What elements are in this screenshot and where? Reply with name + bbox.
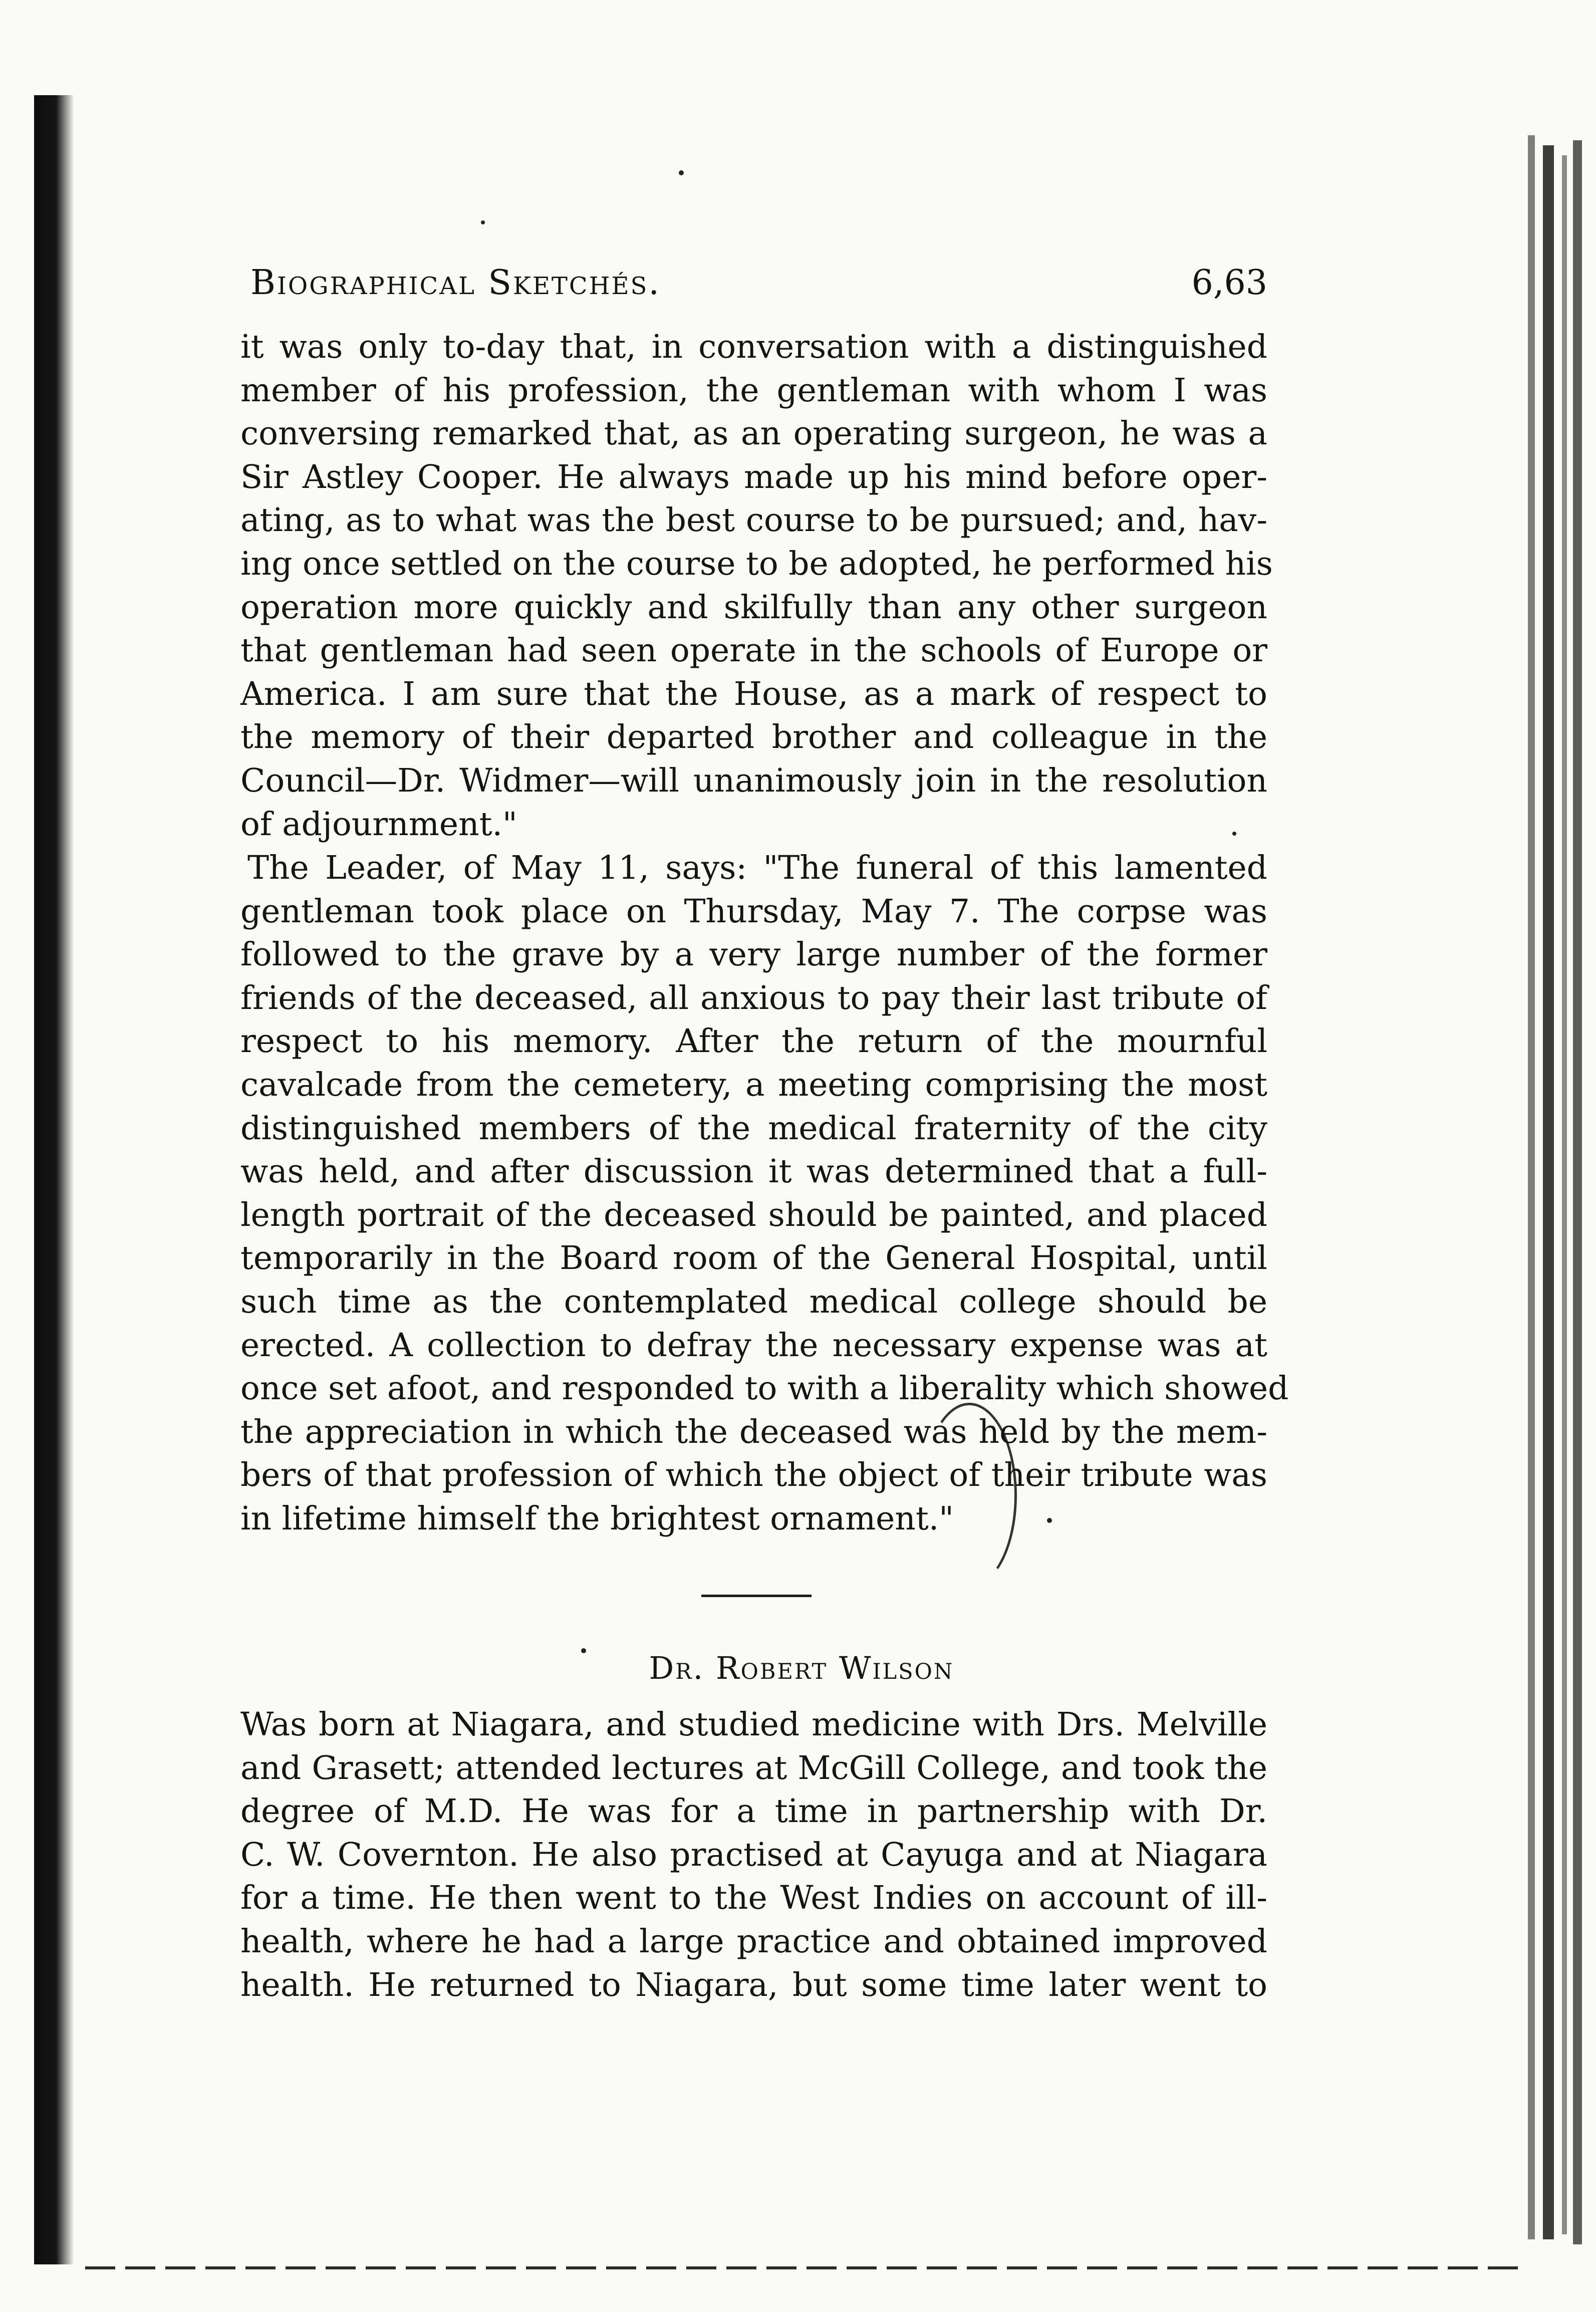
scan-shadow-right bbox=[1523, 125, 1596, 2294]
text-line: distinguished members of the medical fraternity of the city bbox=[240, 1109, 1267, 1147]
text-line: was held, and after discussion it was determined that a full- bbox=[240, 1153, 1267, 1191]
scan-shadow-left bbox=[34, 95, 74, 2264]
text-line: friends of the deceased, all anxious to pay their last tribute of bbox=[240, 979, 1267, 1017]
text-line: of adjournment." bbox=[240, 805, 517, 843]
text-line: respect to his memory. After the return of the mournful bbox=[240, 1022, 1267, 1061]
text-line: cavalcade from the cemetery, a meeting comprising the most bbox=[240, 1066, 1267, 1104]
leader-quote-paragraph bbox=[240, 847, 1289, 1541]
text-line: Council—Dr. Widmer—will unanimously join in the resolution bbox=[240, 761, 1267, 800]
text-line: health. He returned to Niagara, but some time later went to bbox=[240, 1966, 1267, 2004]
text-line: bers of that profession of which the object of their tribute was bbox=[240, 1456, 1267, 1494]
text-line: once set afoot, and responded to with a liberality which showed bbox=[240, 1370, 1289, 1408]
text-line: America. I am sure that the House, as a mark of respect to bbox=[240, 675, 1267, 713]
text-line: operation more quickly and skilfully than any other surgeon bbox=[240, 588, 1267, 626]
continuation-paragraph bbox=[240, 326, 1273, 846]
text-line: member of his profession, the gentleman with whom I was bbox=[240, 371, 1267, 409]
text-line: in lifetime himself the brightest ornament." bbox=[240, 1499, 954, 1537]
text-line: that gentleman had seen operate in the schools of Europe or bbox=[240, 632, 1267, 670]
text-line: degree of M.D. He was for a time in partnership with Dr. bbox=[240, 1792, 1267, 1831]
text-line: the appreciation in which the deceased was held by the mem- bbox=[240, 1413, 1267, 1451]
scan-speck bbox=[679, 170, 684, 175]
text-line: C. W. Covernton. He also practised at Cayuga and at Niagara bbox=[240, 1836, 1267, 1874]
text-line: such time as the contemplated medical college should be bbox=[240, 1282, 1267, 1321]
text-line: length portrait of the deceased should be painted, and placed bbox=[240, 1196, 1267, 1234]
text-line: erected. A collection to defray the necessary expense was at bbox=[240, 1326, 1267, 1364]
text-line: temporarily in the Board room of the General Hospital, until bbox=[240, 1239, 1267, 1277]
section-heading: Dr. Robert Wilson bbox=[649, 1650, 954, 1686]
scan-edge-bottom bbox=[85, 2266, 1518, 2269]
text-line: followed to the grave by a very large number of the former bbox=[240, 936, 1267, 974]
text-line: the memory of their departed brother and colleague in the bbox=[240, 718, 1267, 756]
text-line: ing once settled on the course to be adopted, he performed his bbox=[240, 545, 1273, 583]
text-line: it was only to-day that, in conversation with a distinguished bbox=[240, 328, 1267, 366]
text-line: The Leader, of May 11, says: "The funeral of this lamented bbox=[247, 849, 1267, 887]
text-line: gentleman took place on Thursday, May 7. The corpse was bbox=[240, 892, 1267, 930]
text-line: ating, as to what was the best course to be pursued; and, hav- bbox=[240, 501, 1267, 540]
text-line: health, where he had a large practice and obtained improved bbox=[240, 1922, 1267, 1960]
wilson-paragraph bbox=[240, 1703, 1267, 2007]
running-title: Biographical Sketchés. bbox=[250, 263, 661, 303]
text-line: Sir Astley Cooper. He always made up his mind before oper- bbox=[240, 458, 1267, 496]
section-divider bbox=[701, 1595, 812, 1597]
text-line: and Grasett; attended lectures at McGill College, and took the bbox=[240, 1749, 1267, 1787]
text-line: Was born at Niagara, and studied medicine with Drs. Melville bbox=[240, 1706, 1267, 1743]
page-number: 6,63 bbox=[1191, 263, 1267, 303]
text-line: conversing remarked that, as an operating surgeon, he was a bbox=[240, 415, 1267, 453]
text-line: for a time. He then went to the West Indies on account of ill- bbox=[240, 1879, 1267, 1917]
scan-speck bbox=[481, 220, 485, 224]
